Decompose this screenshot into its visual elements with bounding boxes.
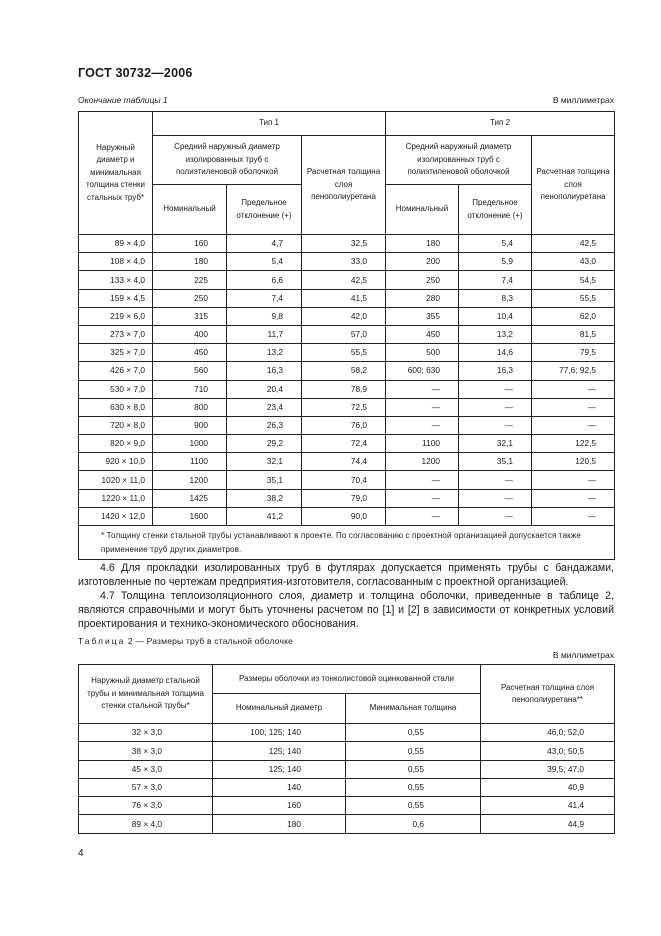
table1-cell-type1-thickness: 55,5 (302, 344, 386, 362)
table1-cell-type1-nominal: 1000 (153, 435, 227, 453)
table-row (79, 489, 615, 507)
table1-header-type1-diameter: Средний наружный диаметр изолированных труб с полиэтиленовой оболочкой (153, 136, 302, 185)
table1-cell-type2-deviation: 8,3 (459, 289, 532, 307)
table1-cell-pipe-size: 426 × 7,0 (79, 362, 153, 380)
table1-cell-type1-deviation: 9,8 (227, 307, 302, 325)
paragraph-4-6-text: 4.6 Для прокладки изолированных труб в футлярах допускается применять трубы с бандажами, изготовленные по чертежам предприятия-изготовителя, согласованным с проектной организацией. (78, 562, 614, 588)
table-row (79, 325, 615, 343)
table1-header-pipe (79, 112, 153, 235)
table1-cell-type2-thickness: 43,0 (532, 253, 615, 271)
table1-cell-type1-thickness: 90,0 (302, 507, 386, 525)
table2 (78, 664, 615, 834)
table1-cell-type1-nominal: 900 (153, 416, 227, 434)
table1-cell-type1-thickness: 70,4 (302, 471, 386, 489)
table1-cell-type1-deviation: 38,2 (227, 489, 302, 507)
table2-caption-rest: 2 — Размеры труб в стальной оболочке (125, 636, 294, 646)
table1-cell-type2-deviation: — (459, 380, 532, 398)
table2-header-min-thickness: Минимальная толщина (346, 694, 481, 724)
table1-cell-type2-nominal: 200 (386, 253, 459, 271)
table-row (79, 815, 615, 833)
table1-cell-pipe-size: 720 × 8,0 (79, 416, 153, 434)
table1-cell-type2-nominal: 180 (386, 235, 459, 253)
table1-cell-pipe-size: 1020 × 11,0 (79, 471, 153, 489)
table1-header-type1-thickness: Расчетная толщина слоя пенополиуретана (302, 136, 386, 235)
table-row (79, 435, 615, 453)
table1-cell-pipe-size: 108 × 4,0 (79, 253, 153, 271)
table1-caption: Окончание таблицы 1 (78, 95, 168, 105)
table2-cell-shell-min-thickness: 0,55 (346, 760, 481, 778)
table1-cell-type1-thickness: 33,0 (302, 253, 386, 271)
table1-header-type2-nominal: Номинальный (386, 185, 459, 235)
table1-cell-type1-deviation: 35,1 (227, 471, 302, 489)
table1-header-type1: Тип 1 (153, 112, 386, 136)
table1-body (79, 235, 615, 526)
table1-cell-type1-nominal: 315 (153, 307, 227, 325)
table1-cell-type2-deviation: 14,6 (459, 344, 532, 362)
page-number: 4 (78, 848, 84, 859)
table1-cell-pipe-size: 920 × 10,0 (79, 453, 153, 471)
table2-header-nominal-diameter: Номинальный диаметр (213, 694, 346, 724)
table-row (79, 416, 615, 434)
table-row (79, 742, 615, 760)
table1-header-type2-thickness: Расчетная толщина слоя пенополиуретана (532, 136, 615, 235)
table1-cell-type2-thickness: — (532, 416, 615, 434)
table-row (79, 507, 615, 525)
table1-cell-type2-deviation: 10,4 (459, 307, 532, 325)
table1-cell-type2-nominal: 500 (386, 344, 459, 362)
table1-cell-pipe-size: 325 × 7,0 (79, 344, 153, 362)
table-row (79, 307, 615, 325)
table1-cell-pipe-size: 273 × 7,0 (79, 325, 153, 343)
paragraph-4-7-text: 4.7 Толщина теплоизоляционного слоя, диаметр и толщина оболочки, приведенные в таблице 2, являются справочными и могут быть уточнены расчетом по [1] и [2] в зависимости от конкретных условий проектирования и технико-экономического обоснования. (78, 590, 614, 630)
table2-cell-shell-min-thickness: 0,55 (346, 742, 481, 760)
table1-cell-type2-deviation: — (459, 471, 532, 489)
table1-cell-type1-deviation: 32,1 (227, 453, 302, 471)
table2-cell-pipe-size: 89 × 4,0 (79, 815, 213, 833)
table2-cell-foam-thickness: 44,9 (481, 815, 615, 833)
table1-cell-type2-thickness: — (532, 380, 615, 398)
table2-cell-shell-nominal-diameter: 180 (213, 815, 346, 833)
table1-cell-type1-nominal: 1200 (153, 471, 227, 489)
table-row (79, 760, 615, 778)
table1-cell-type2-thickness: 120,5 (532, 453, 615, 471)
table1-cell-pipe-size: 820 × 9,0 (79, 435, 153, 453)
table1-cell-type1-nominal: 710 (153, 380, 227, 398)
table1-cell-type2-deviation: — (459, 507, 532, 525)
table1-cell-type1-nominal: 160 (153, 235, 227, 253)
table1-cell-type1-deviation: 23,4 (227, 398, 302, 416)
table2-cell-pipe-size: 38 × 3,0 (79, 742, 213, 760)
table1-cell-type2-deviation: — (459, 489, 532, 507)
table1-cell-type1-thickness: 72,5 (302, 398, 386, 416)
table1-cell-type1-nominal: 450 (153, 344, 227, 362)
table1-cell-type2-nominal: — (386, 507, 459, 525)
table1-cell-type2-nominal: 1100 (386, 435, 459, 453)
table1-cell-type2-thickness: — (532, 471, 615, 489)
table1-cell-pipe-size: 630 × 8,0 (79, 398, 153, 416)
table1-cell-pipe-size: 219 × 6,0 (79, 307, 153, 325)
table-row (79, 253, 615, 271)
table1-cell-type1-deviation: 11,7 (227, 325, 302, 343)
table1-cell-type2-thickness: 81,5 (532, 325, 615, 343)
table1-cell-type1-thickness: 41,5 (302, 289, 386, 307)
table1-cell-type2-thickness: — (532, 507, 615, 525)
table2-cell-shell-nominal-diameter: 125; 140 (213, 742, 346, 760)
table-row (79, 398, 615, 416)
table2-cell-foam-thickness: 41,4 (481, 797, 615, 815)
table1-cell-pipe-size: 133 × 4,0 (79, 271, 153, 289)
table1-cell-type1-nominal: 400 (153, 325, 227, 343)
table1-units: В миллиметрах (552, 95, 614, 105)
table1-header-type2-deviation: Предельное отклонение (+) (459, 185, 532, 235)
table-row (79, 271, 615, 289)
table1-cell-type2-nominal: 280 (386, 289, 459, 307)
table1-cell-type1-deviation: 5,4 (227, 253, 302, 271)
table1-cell-type1-nominal: 560 (153, 362, 227, 380)
table2-cell-shell-min-thickness: 0,6 (346, 815, 481, 833)
table1-header-type1-deviation: Предельное отклонение (+) (227, 185, 302, 235)
table1-cell-pipe-size: 530 × 7,0 (79, 380, 153, 398)
table1-cell-type1-thickness: 32,5 (302, 235, 386, 253)
table1-cell-type2-thickness: 122,5 (532, 435, 615, 453)
table1-cell-type1-nominal: 1100 (153, 453, 227, 471)
table1-cell-type2-thickness: 55,5 (532, 289, 615, 307)
table1-cell-type2-thickness: 79,5 (532, 344, 615, 362)
table2-cell-shell-min-thickness: 0,55 (346, 724, 481, 742)
table1-cell-type1-thickness: 78,9 (302, 380, 386, 398)
table2-header-thickness: Расчетная толщина слоя пенополиуретана** (481, 665, 615, 724)
table1-cell-type2-nominal: 355 (386, 307, 459, 325)
paragraph-4-6 (78, 561, 614, 589)
table1-cell-type2-nominal: 600; 630 (386, 362, 459, 380)
table1-cell-type1-deviation: 4,7 (227, 235, 302, 253)
table1-header-type1-nominal: Номинальный (153, 185, 227, 235)
table2-cell-shell-nominal-diameter: 125; 140 (213, 760, 346, 778)
table1-cell-type1-deviation: 20,4 (227, 380, 302, 398)
table1-cell-type2-deviation: 35,1 (459, 453, 532, 471)
table1-cell-type2-deviation: 16,3 (459, 362, 532, 380)
table1-header-pipe-text: Наружный диаметр и минимальная толщина стенки стальных труб* (85, 143, 146, 202)
table1-cell-type1-thickness: 76,0 (302, 416, 386, 434)
table1-cell-type1-deviation: 29,2 (227, 435, 302, 453)
document-title: ГОСТ 30732—2006 (78, 66, 193, 80)
table2-units: В миллиметрах (552, 650, 614, 660)
table2-cell-shell-min-thickness: 0,55 (346, 797, 481, 815)
table1-cell-type2-deviation: 13,2 (459, 325, 532, 343)
table1 (78, 111, 615, 560)
table1-cell-type2-deviation: 5,9 (459, 253, 532, 271)
table2-cell-pipe-size: 45 × 3,0 (79, 760, 213, 778)
table-row (79, 344, 615, 362)
table2-cell-pipe-size: 76 × 3,0 (79, 797, 213, 815)
table1-cell-pipe-size: 1420 × 12,0 (79, 507, 153, 525)
table1-cell-type1-thickness: 72,4 (302, 435, 386, 453)
table2-body (79, 724, 615, 834)
table1-cell-pipe-size: 159 × 4,5 (79, 289, 153, 307)
table2-cell-foam-thickness: 39,5; 47,0 (481, 760, 615, 778)
table1-cell-type1-nominal: 250 (153, 289, 227, 307)
table1-cell-type1-nominal: 1600 (153, 507, 227, 525)
table-row (79, 362, 615, 380)
table1-header-type2-diameter: Средний наружный диаметр изолированных труб с полиэтиленовой оболочкой (386, 136, 532, 185)
table1-cell-type1-thickness: 58,2 (302, 362, 386, 380)
table1-cell-type2-thickness: 54,5 (532, 271, 615, 289)
table1-cell-type2-thickness: 77,6; 92,5 (532, 362, 615, 380)
table1-cell-type2-nominal: 450 (386, 325, 459, 343)
table2-cell-shell-nominal-diameter: 100; 125; 140 (213, 724, 346, 742)
table-row (79, 724, 615, 742)
table-row (79, 471, 615, 489)
table1-cell-type1-nominal: 180 (153, 253, 227, 271)
table2-cell-foam-thickness: 46,0; 52,0 (481, 724, 615, 742)
table2-cell-shell-nominal-diameter: 160 (213, 797, 346, 815)
table1-cell-type1-deviation: 13,2 (227, 344, 302, 362)
table2-header-shell: Размеры оболочки из тонколистовой оцинкованной стали (213, 665, 481, 694)
table1-header-type2: Тип 2 (386, 112, 615, 136)
table1-cell-type1-thickness: 42,5 (302, 271, 386, 289)
table2-cell-foam-thickness: 43,0; 50,5 (481, 742, 615, 760)
table2-cell-pipe-size: 32 × 3,0 (79, 724, 213, 742)
table1-cell-type2-nominal: — (386, 398, 459, 416)
table2-caption (78, 636, 293, 646)
table1-cell-pipe-size: 1220 × 11,0 (79, 489, 153, 507)
table1-cell-type2-thickness: 62,0 (532, 307, 615, 325)
table1-cell-type2-nominal: — (386, 416, 459, 434)
table1-cell-type2-thickness: — (532, 489, 615, 507)
table1-cell-type1-nominal: 1425 (153, 489, 227, 507)
table1-cell-type1-deviation: 7,4 (227, 289, 302, 307)
table1-cell-type2-nominal: 250 (386, 271, 459, 289)
table2-cell-shell-nominal-diameter: 140 (213, 778, 346, 796)
paragraph-4-7 (78, 589, 614, 631)
table1-cell-type1-thickness: 42,0 (302, 307, 386, 325)
table-row (79, 380, 615, 398)
table1-cell-type1-nominal: 800 (153, 398, 227, 416)
table1-cell-type1-thickness: 57,0 (302, 325, 386, 343)
table2-caption-lead: Таблица (78, 636, 126, 646)
table-row (79, 235, 615, 253)
table1-cell-type2-deviation: — (459, 398, 532, 416)
table2-cell-shell-min-thickness: 0,55 (346, 778, 481, 796)
table1-cell-pipe-size: 89 × 4,0 (79, 235, 153, 253)
table1-cell-type2-deviation: 32,1 (459, 435, 532, 453)
table1-cell-type2-deviation: — (459, 416, 532, 434)
table1-cell-type2-nominal: — (386, 380, 459, 398)
table1-cell-type1-deviation: 6,6 (227, 271, 302, 289)
table2-cell-pipe-size: 57 × 3,0 (79, 778, 213, 796)
table1-cell-type2-nominal: — (386, 489, 459, 507)
table2-header-pipe: Наружный диаметр стальной трубы и минимальная толщина стенки стальной трубы* (79, 665, 213, 724)
table1-cell-type2-thickness: — (532, 398, 615, 416)
table-row (79, 797, 615, 815)
table1-cell-type2-deviation: 7,4 (459, 271, 532, 289)
table1-cell-type2-deviation: 5,4 (459, 235, 532, 253)
table1-cell-type1-deviation: 26,3 (227, 416, 302, 434)
table1-cell-type1-deviation: 16,3 (227, 362, 302, 380)
table1-cell-type1-thickness: 79,0 (302, 489, 386, 507)
table1-cell-type2-nominal: 1200 (386, 453, 459, 471)
table1-cell-type1-deviation: 41,2 (227, 507, 302, 525)
table1-cell-type1-thickness: 74,4 (302, 453, 386, 471)
table1-cell-type2-nominal: — (386, 471, 459, 489)
table-row (79, 289, 615, 307)
table1-cell-type1-nominal: 225 (153, 271, 227, 289)
table-row (79, 778, 615, 796)
table-row (79, 453, 615, 471)
table1-cell-type2-thickness: 42,5 (532, 235, 615, 253)
table1-footnote: * Толщину стенки стальной трубы устанавливают в проекте. По согласованию с проектной организацией допускается также применение труб других диаметров. (79, 526, 615, 560)
table2-cell-foam-thickness: 40,9 (481, 778, 615, 796)
